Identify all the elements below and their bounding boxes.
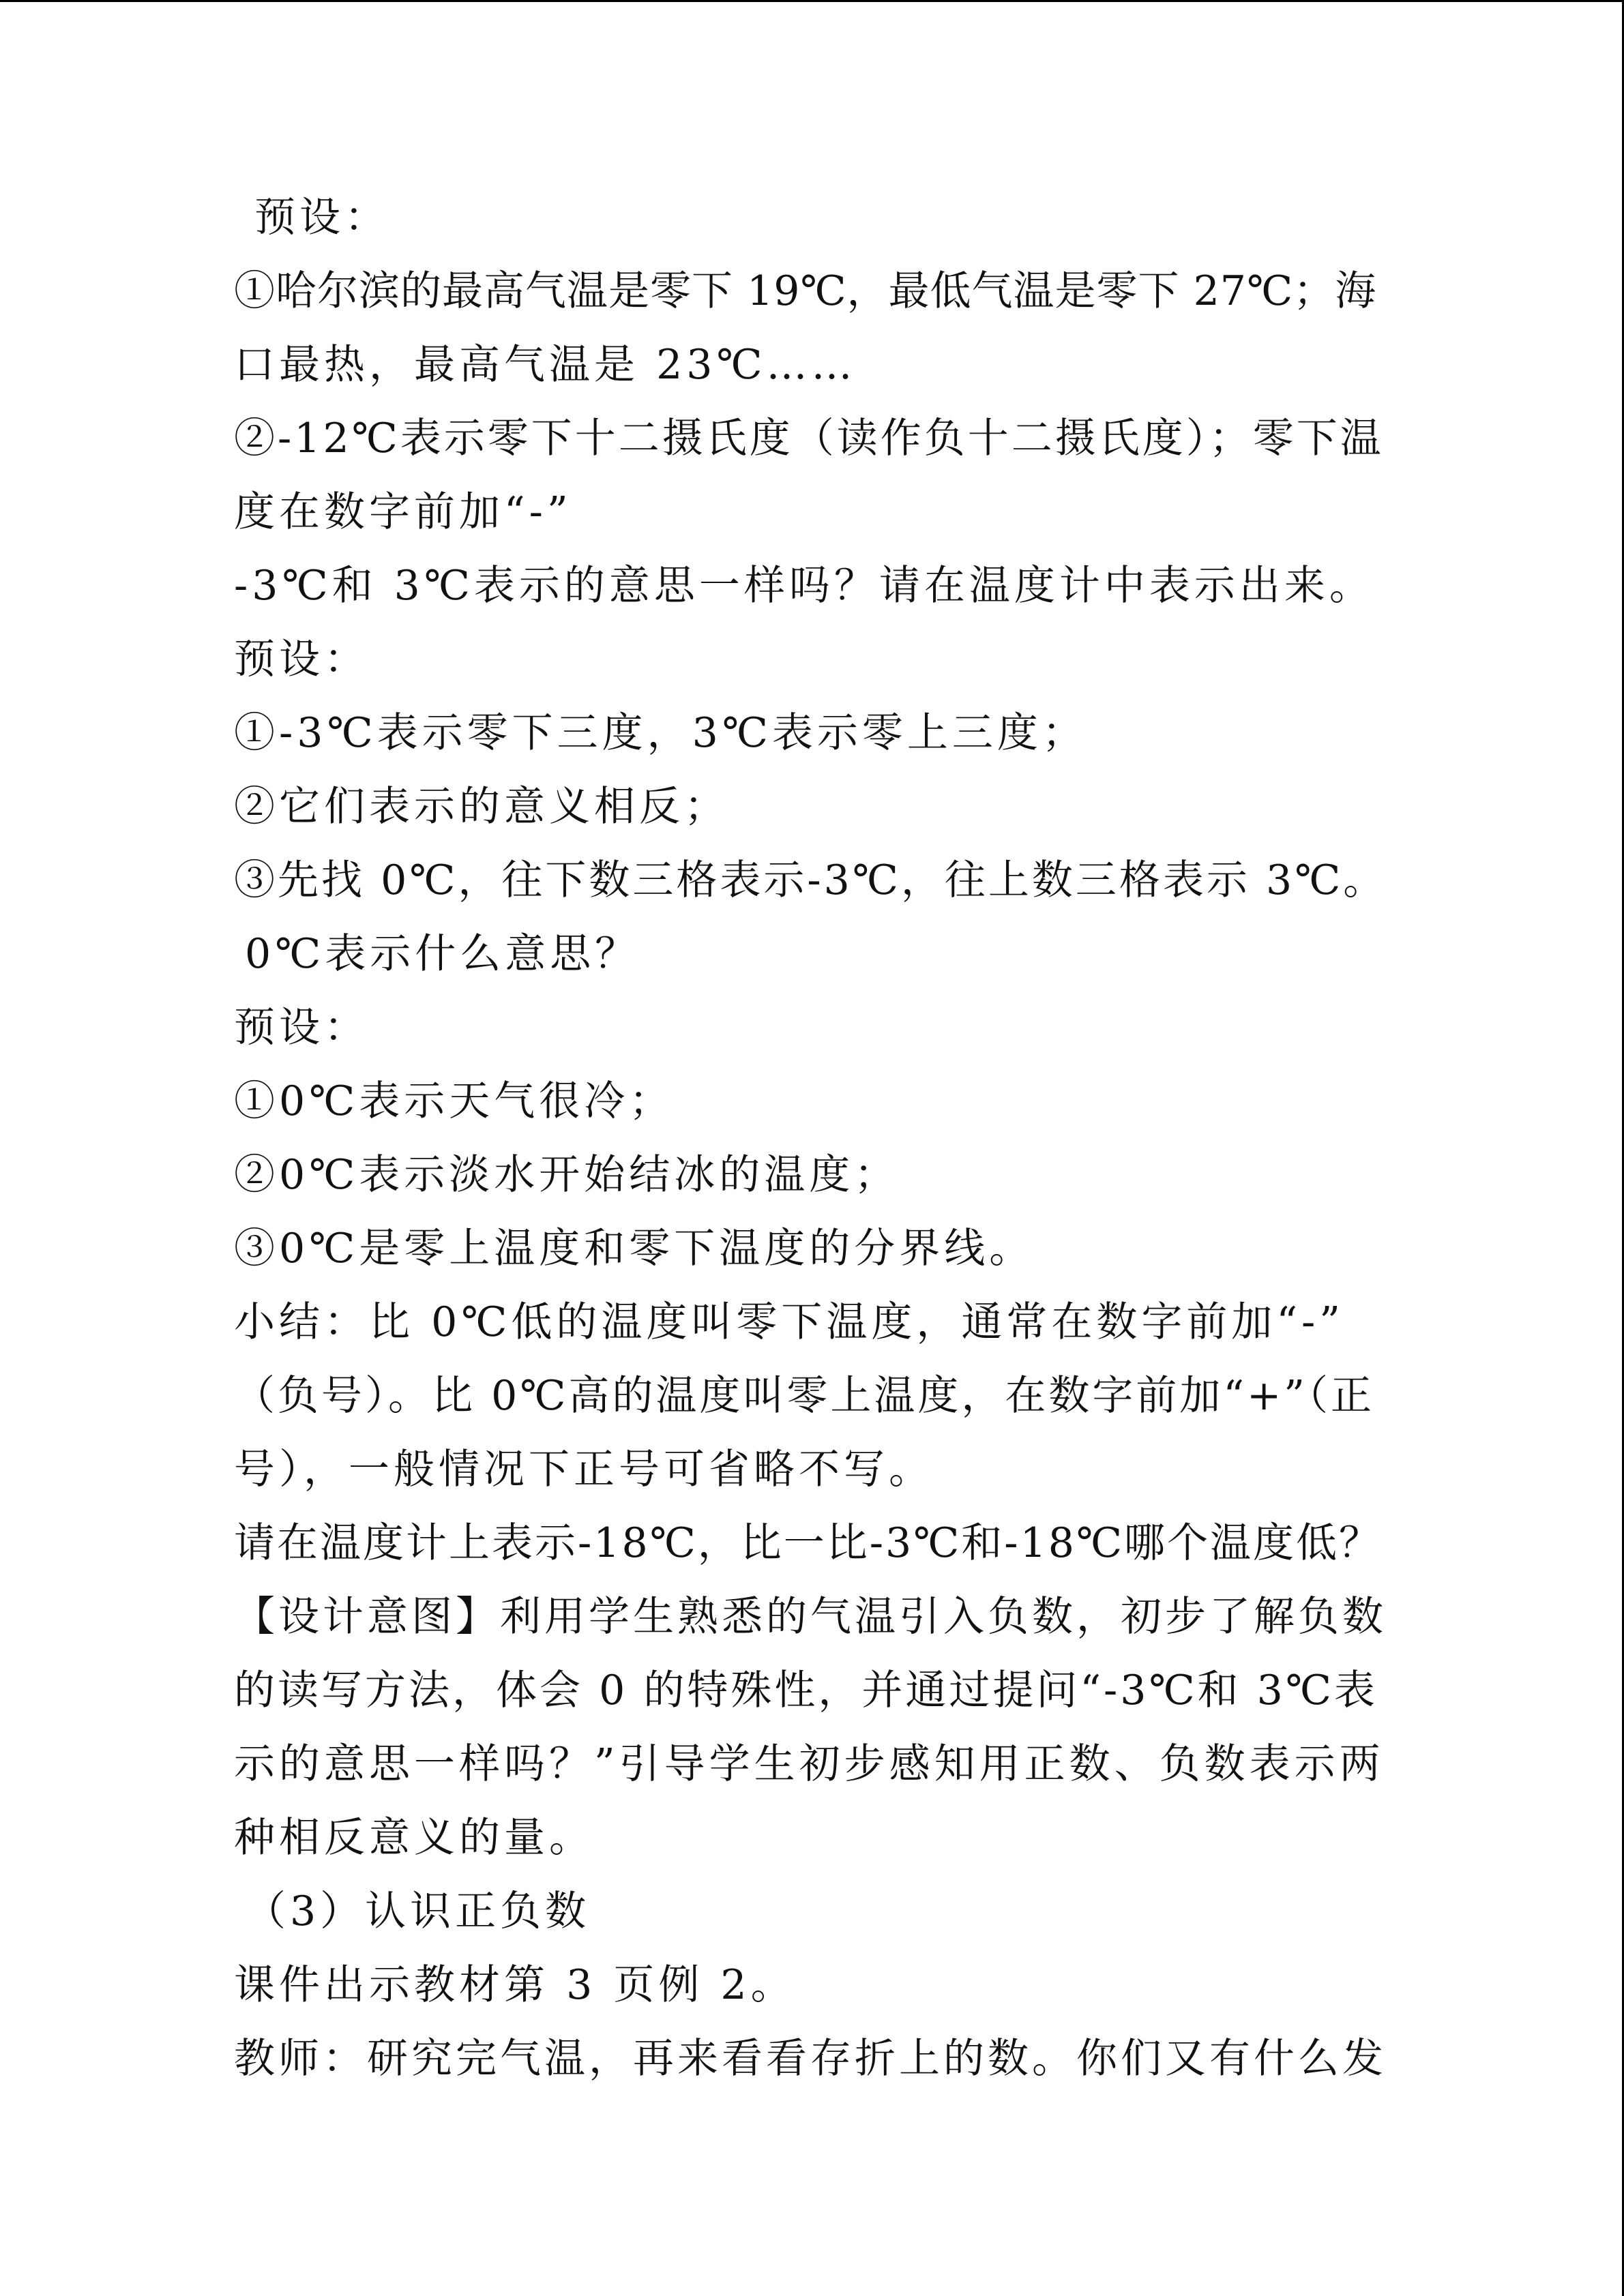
text-line: ②它们表示的意义相反；: [234, 783, 729, 831]
document-body: [234, 181, 1393, 2096]
text-line: ②-12℃表示零下十二摄氏度（读作负十二摄氏度）；零下温: [234, 415, 1384, 462]
text-line: ①哈尔滨的最高气温是零下 19℃，最低气温是零下 27℃；海: [234, 267, 1377, 315]
text-line: 小结：比 0℃低的温度叫零下温度，通常在数字前加“-”: [234, 1298, 1344, 1346]
text-line: 请在温度计上表示-18℃，比一比-3℃和-18℃哪个温度低？: [234, 1519, 1383, 1567]
text-line: 示的意思一样吗？”引导学生初步感知用正数、负数表示两: [234, 1740, 1385, 1788]
text-line: 种相反意义的量。: [234, 1814, 594, 1862]
text-line: ③0℃是零上温度和零下温度的分界线。: [234, 1225, 1035, 1272]
text-line: ①0℃表示天气很冷；: [234, 1077, 675, 1125]
text-line: ②0℃表示淡水开始结冰的温度；: [234, 1151, 900, 1199]
text-line: 教师：研究完气温，再来看看存折上的数。你们又有什么发: [234, 2035, 1387, 2083]
text-line: 口最热，最高气温是 23℃……: [234, 341, 857, 389]
text-line: 0℃表示什么意思？: [245, 930, 640, 978]
text-line: （3）认识正负数: [245, 1888, 591, 1935]
text-line: 预设：: [254, 194, 389, 241]
text-line: 度在数字前加“-”: [234, 488, 572, 536]
text-line: -3℃和 3℃表示的意思一样吗？请在温度计中表示出来。: [234, 562, 1374, 610]
text-line: 的读写方法，体会 0 的特殊性，并通过提问“-3℃和 3℃表: [234, 1667, 1378, 1714]
text-line: 课件出示教材第 3 页例 2。: [234, 1961, 796, 2009]
text-line: 号），一般情况下正号可省略不写。: [234, 1446, 934, 1493]
text-line: ③先找 0℃，往下数三格表示-3℃，往上数三格表示 3℃。: [234, 856, 1387, 904]
text-line: ①-3℃表示零下三度，3℃表示零上三度；: [234, 709, 1087, 757]
text-line: 预设：: [234, 636, 369, 683]
text-line: 【设计意图】利用学生熟悉的气温引入负数，初步了解负数: [234, 1593, 1387, 1641]
text-line: （负号）。比 0℃高的温度叫零上温度，在数字前加“+”（正: [234, 1372, 1374, 1420]
text-line: 预设：: [234, 1004, 369, 1052]
